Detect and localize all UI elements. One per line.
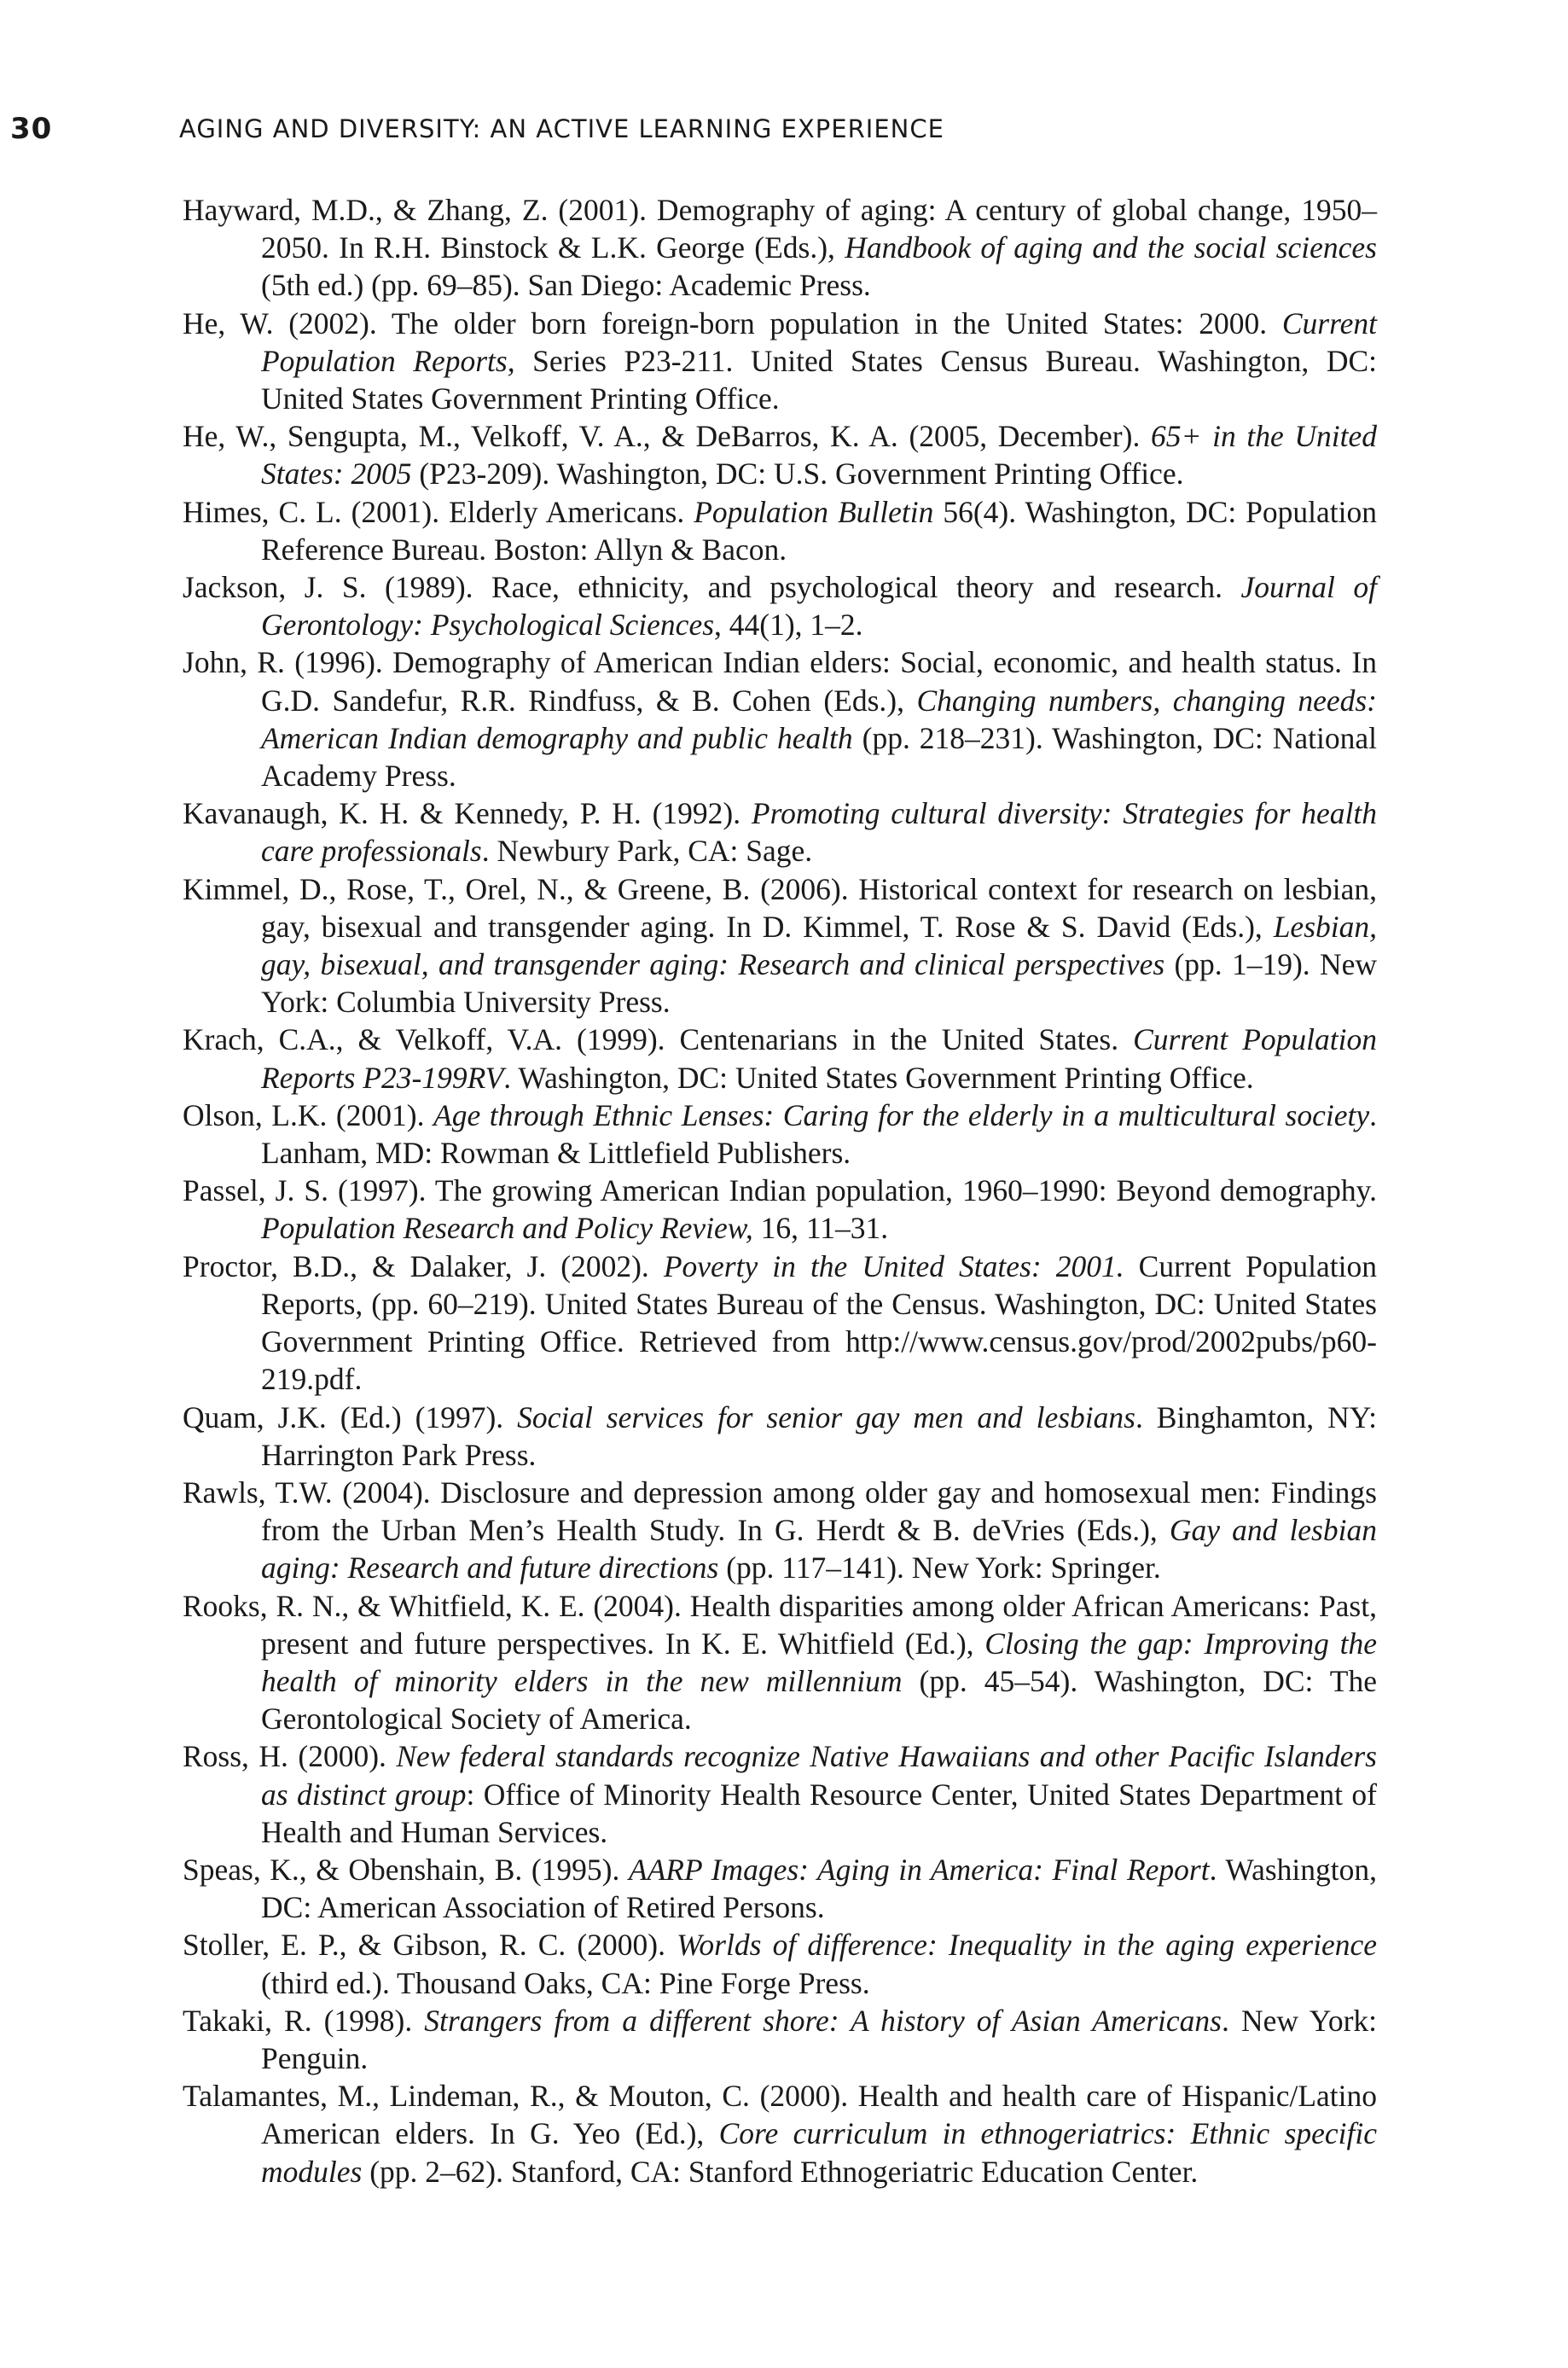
reference-entry [183,1474,1377,1587]
reference-text: Stoller, E. P., & Gibson, R. C. (2000). [183,1928,677,1963]
reference-text: Ross, H. (2000). [183,1739,397,1774]
reference-text: Kimmel, D., Rose, T., Orel, N., & Greene, B. (2006). Historical context for research on lesbian, gay, bisexual and transgender aging. In D. Kimmel, T. Rose & S. David (Eds.), [183,871,1377,944]
reference-title: Closing the gap: Improving the health of minority elders in the new millennium [261,1626,1378,1698]
reference-entry [183,568,1377,643]
reference-entry [183,1172,1377,1247]
reference-text: (P23-209). Washington, DC: U.S. Government Printing Office. [411,457,1184,492]
reference-title: Changing numbers, changing needs: American Indian demography and public health [261,683,1377,755]
reference-title: Age through Ethnic Lenses: Caring for the elderly in a multicultural society [433,1097,1370,1132]
reference-text: Speas, K., & Obenshain, B. (1995). [183,1852,629,1887]
reference-title: Handbook of aging and the social sciences [845,230,1377,265]
reference-text: 16, 11–31. [752,1211,889,1246]
reference-entry [183,1851,1377,1926]
reference-title: Population Bulletin [694,494,934,529]
reference-title: Lesbian, gay, bisexual, and transgender aging: Research and clinical perspectives [261,909,1377,982]
reference-text: , 44(1), 1–2. [714,608,863,643]
reference-title: Worlds of difference: Inequality in the aging experience [677,1928,1377,1963]
reference-entry [183,1926,1377,2001]
reference-entry [183,1248,1377,1399]
reference-title: Gay and lesbian aging: Research and future directions [261,1513,1377,1585]
reference-text: Kavanaugh, K. H. & Kennedy, P. H. (1992). [183,796,752,831]
reference-text: He, W. (2002). The older born foreign-born population in the United States: 2000. [183,305,1282,340]
reference-text: Talamantes, M., Lindeman, R., & Mouton, C. (2000). Health and health care of Hispanic/Latino American elders. In G. Yeo (Ed.), [183,2079,1377,2151]
reference-text: Quam, J.K. (Ed.) (1997). [183,1399,518,1434]
reference-entry [183,1399,1377,1474]
reference-text: Hayward, M.D., & Zhang, Z. (2001). Demography of aging: A century of global change, 1950–2050. In R.H. Binstock & L.K. George (Eds.), [183,193,1377,265]
reference-entry [183,870,1377,1021]
reference-title: Core curriculum in ethnogeriatrics: Ethnic specific modules [261,2116,1377,2189]
reference-title: Current Population Reports, [261,305,1377,378]
reference-text: Takaki, R. (1998). [183,2003,425,2038]
reference-entry [183,1587,1377,1738]
reference-text: (pp. 117–141). New York: Springer. [718,1551,1161,1585]
reference-text: Rooks, R. N., & Whitfield, K. E. (2004). Health disparities among older African Americans: Past, present and future perspectives. In K. E. Whitfield (Ed.), [183,1588,1377,1661]
reference-text: (pp. 218–231). Washington, DC: National Academy Press. [261,720,1377,794]
reference-text: Proctor, B.D., & Dalaker, J. (2002). [183,1248,664,1283]
reference-text: Himes, C. L. (2001). Elderly Americans. [183,494,694,529]
reference-text: : Office of Minority Health Resource Center, United States Department of Health and Human Services. [261,1777,1377,1849]
reference-text: Passel, J. S. (1997). The growing American Indian population, 1960–1990: Beyond demography. [183,1173,1377,1208]
page-number: 30 [10,112,53,146]
reference-text: (pp. 1–19). New York: Columbia University Press. [261,947,1377,1020]
reference-title: AARP Images: Aging in America: Final Report [628,1852,1210,1887]
reference-text: . New York: Penguin. [261,2003,1378,2075]
reference-text: Jackson, J. S. (1989). Race, ethnicity, and psychological theory and research. [183,570,1241,605]
reference-entry [183,417,1377,492]
reference-entry [183,2077,1377,2191]
reference-text: . Newbury Park, CA: Sage. [481,834,813,869]
reference-title: New federal standards recognize Native Hawaiians and other Pacific Islanders as distinct group [261,1739,1377,1812]
reference-text: Current Population Reports, (pp. 60–219). United States Bureau of the Census. Washington, DC: United States Government Printing Office. Retrieved from http://www.census.gov/prod/2002pubs/p60-219.pdf. [261,1248,1377,1397]
reference-text: . Binghamton, NY: Harrington Park Press. [261,1399,1378,1472]
reference-text: 56(4). Washington, DC: Population Reference Bureau. Boston: Allyn & Bacon. [261,494,1378,567]
reference-text: (pp. 2–62). Stanford, CA: Stanford Ethnogeriatric Education Center. [362,2154,1199,2189]
page-header [0,108,1568,150]
reference-entry [183,643,1377,794]
reference-text: (pp. 45–54). Washington, DC: The Gerontological Society of America. [261,1663,1377,1737]
reference-list [183,191,1377,2191]
reference-title: Strangers from a different shore: A history of Asian Americans [424,2003,1222,2038]
reference-entry [183,1021,1377,1096]
reference-title: Journal of Gerontology: Psychological Sciences [261,570,1377,643]
reference-text: John, R. (1996). Demography of American Indian elders: Social, economic, and health status. In G.D. Sandefur, R.R. Rindfuss, & B. Cohen (Eds.), [183,645,1377,718]
reference-entry [183,1097,1377,1172]
reference-text: (third ed.). Thousand Oaks, CA: Pine Forge Press. [261,1965,870,2000]
reference-text: (5th ed.) (pp. 69–85). San Diego: Academic Press. [261,268,871,303]
reference-title: Poverty in the United States: 2001. [663,1248,1124,1283]
reference-text: Series P23-211. United States Census Bureau. Washington, DC: United States Government Printing Office. [261,343,1377,416]
reference-text: Krach, C.A., & Velkoff, V.A. (1999). Centenarians in the United States. [183,1022,1134,1057]
reference-text: . Washington, DC: United States Government Printing Office. [503,1060,1254,1095]
reference-title: Population Research and Policy Review, [261,1211,753,1246]
reference-text: Olson, L.K. (2001). [183,1097,434,1132]
reference-text: Rawls, T.W. (2004). Disclosure and depression among older gay and homosexual men: Findings from the Urban Men’s Health Study. In G. Herdt & B. deVries (Eds.), [183,1475,1377,1548]
running-head: AGING AND DIVERSITY: AN ACTIVE LEARNING EXPERIENCE [179,114,944,143]
reference-entry [183,191,1377,305]
reference-title: 65+ in the United States: 2005 [261,419,1377,492]
reference-entry [183,493,1377,568]
reference-entry [183,794,1377,870]
reference-title: Current Population Reports P23-199RV [261,1022,1377,1095]
reference-text: . Lanham, MD: Rowman & Littlefield Publishers. [261,1097,1377,1171]
reference-text: . Washington, DC: American Association of Retired Persons. [261,1852,1377,1925]
reference-title: Promoting cultural diversity: Strategies for health care professionals [261,796,1377,869]
reference-entry [183,2002,1377,2077]
reference-title: Social services for senior gay men and lesbians [517,1399,1135,1434]
reference-text: He, W., Sengupta, M., Velkoff, V. A., & DeBarros, K. A. (2005, December). [183,419,1151,454]
reference-entry [183,305,1377,418]
reference-entry [183,1737,1377,1851]
